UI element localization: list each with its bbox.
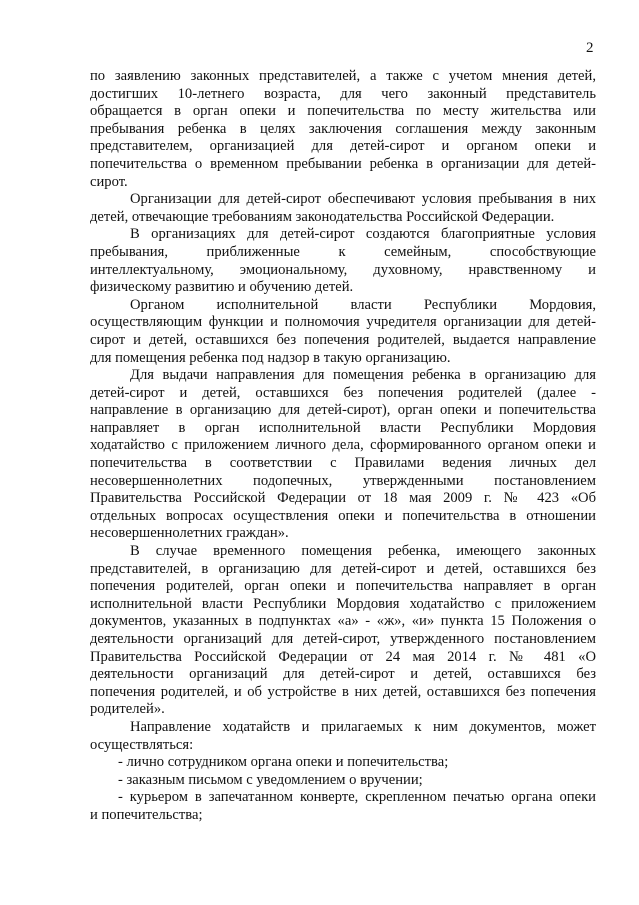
paragraph (90, 754, 596, 772)
text-line: попечительства в соответствии с Правилами ведения личных дел (90, 455, 596, 472)
text-line: осуществляться: (90, 736, 194, 753)
text-line: Направление ходатайств и прилагаемых к ним документов, может (130, 718, 596, 735)
text-line: документов, указанных в подпунктах «а» - «ж», «и» пункта 15 Положения о (90, 613, 596, 630)
text-line: пребывания, приближенные к семейным, способствующие (90, 243, 596, 260)
text-line: - заказным письмом с уведомлением о вручении; (118, 771, 423, 788)
text-line: направляет в орган исполнительной власти Республики Мордовия (90, 419, 596, 436)
paragraph (90, 68, 596, 191)
text-line: пребывания ребенка в целях заключения соглашения между законным (90, 120, 596, 137)
text-line: Органом исполнительной власти Республики Мордовия, (130, 296, 596, 313)
text-line: ходатайство с приложением личного дела, сформированного органом опеки и (90, 437, 596, 454)
paragraph (90, 297, 596, 367)
text-line: исполнительной власти Республики Мордовия ходатайство с приложением (90, 595, 596, 612)
paragraph (90, 543, 596, 719)
text-line: несовершеннолетних подопечных, утвержденными постановлением (90, 472, 596, 489)
text-line: обращается в орган опеки и попечительства по месту жительства или (90, 103, 596, 120)
text-line: сирот и детей, оставшихся без попечения родителей, выдается направление (90, 331, 596, 348)
text-line: достигших 10-летнего возраста, для чего законный представитель (90, 85, 596, 102)
text-line: интеллектуальному, эмоциональному, духовному, нравственному и (90, 261, 596, 278)
text-line: представителей, в организацию для детей-сирот и детей, оставшихся без (90, 560, 596, 577)
text-line: по заявлению законных представителей, а также с учетом мнения детей, (90, 68, 596, 84)
text-line: - курьером в запечатанном конверте, скрепленном печатью органа опеки (118, 789, 596, 806)
text-line: осуществляющим функции и полномочия учредителя организации для детей- (90, 314, 596, 331)
text-line: отдельных вопросах осуществления опеки и попечительства в отношении (90, 507, 596, 524)
text-line: Для выдачи направления для помещения ребенка в организацию для (130, 367, 596, 384)
text-line: Правительства Российской Федерации от 24 мая 2014 г. № 481 «О (90, 648, 596, 665)
text-line: деятельности организаций для детей-сирот и детей, оставшихся без (90, 666, 596, 683)
text-line: детей, отвечающие требованиям законодательства Российской Федерации. (90, 208, 555, 225)
paragraph (90, 226, 596, 296)
text-line: попечения родителей, орган опеки и попечительства направляет в орган (90, 578, 596, 595)
text-line: попечительства о временном пребывании ребенка в организации для детей- (90, 155, 596, 172)
paragraph (90, 789, 596, 824)
text-line: родителей». (90, 701, 165, 718)
text-line: представителем, организацией для детей-сирот и органом опеки и (90, 138, 596, 155)
document-body (90, 68, 596, 825)
text-line: и попечительства; (90, 806, 203, 823)
paragraph (90, 719, 596, 754)
text-line: Организации для детей-сирот обеспечивают условия пребывания в них (130, 191, 596, 208)
page-number: 2 (586, 40, 594, 56)
text-line: несовершеннолетних граждан». (90, 525, 289, 542)
text-line: сирот. (90, 173, 128, 190)
text-line: направление в организацию для детей-сирот), орган опеки и попечительства (90, 402, 596, 419)
text-line: В организациях для детей-сирот создаются благоприятные условия (130, 226, 596, 243)
paragraph (90, 772, 596, 790)
paragraph (90, 191, 596, 226)
paragraph (90, 367, 596, 543)
text-line: попечения родителей, и об устройстве в них детей, оставшихся без попечения (90, 683, 596, 700)
text-line: деятельности организаций для детей-сирот, утвержденного постановлением (90, 631, 596, 647)
text-line: В случае временного помещения ребенка, имеющего законных (130, 543, 596, 560)
text-line: для помещения ребенка под надзор в такую организацию. (90, 349, 451, 366)
text-line: - лично сотрудником органа опеки и попечительства; (118, 754, 449, 771)
text-line: физическому развитию и обучению детей. (90, 279, 354, 296)
text-line: детей-сирот и детей, оставшихся без попечения родителей (далее - (90, 384, 596, 401)
text-line: Правительства Российской Федерации от 18 мая 2009 г. № 423 «Об (90, 490, 596, 507)
